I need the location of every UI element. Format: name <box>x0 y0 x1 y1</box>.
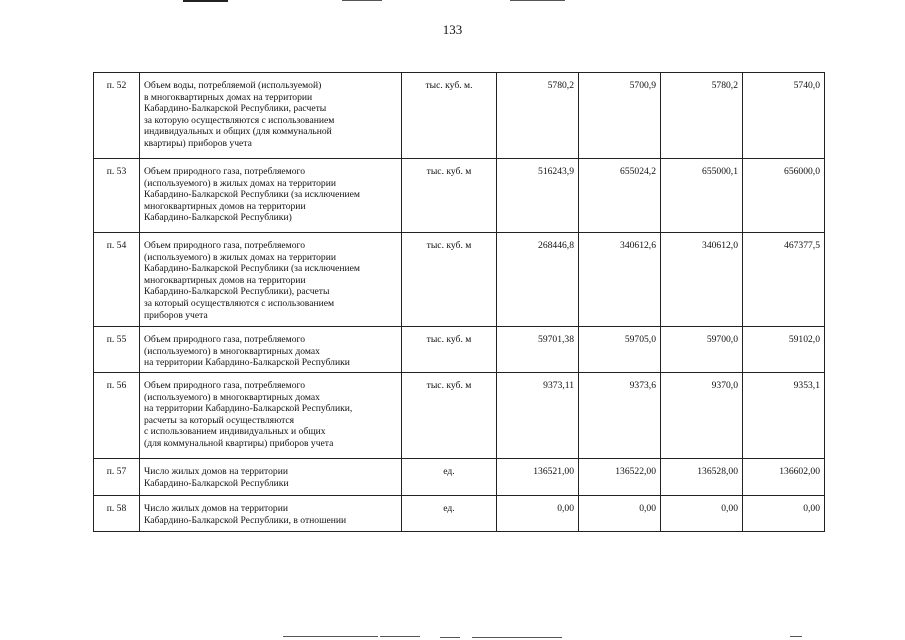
page-number: 133 <box>442 22 463 37</box>
value-cell: 268446,8 <box>497 233 579 327</box>
row-number: п. 56 <box>94 373 140 459</box>
indicator-description <box>140 233 402 327</box>
description-line: квартиры) приборов учета <box>144 137 252 149</box>
value-cell: 340612,6 <box>579 233 661 327</box>
description-line: Объем природного газа, потребляемого <box>144 334 306 345</box>
indicator-description <box>140 159 402 233</box>
description-line: Кабардино-Балкарской Республики <box>144 477 289 489</box>
description-line: Кабардино-Балкарской Республики, расчеты <box>144 103 327 115</box>
row-number: п. 54 <box>94 233 140 327</box>
description-line: Кабардино-Балкарской Республики (за исключением <box>144 189 360 201</box>
description-line: приборов учета <box>144 309 208 321</box>
value-cell: 59700,0 <box>661 327 743 373</box>
description-line: Объем природного газа, потребляемого <box>144 380 306 391</box>
value-cell: 59705,0 <box>579 327 661 373</box>
value-cell: 136602,00 <box>743 459 825 496</box>
scan-artifact-top-mid <box>342 0 382 1</box>
scan-artifact-bottom-5 <box>790 636 802 637</box>
value-cell: 655024,2 <box>579 159 661 233</box>
description-line: (используемого) в многоквартирных домах <box>144 391 320 403</box>
value-cell: 0,00 <box>497 496 579 532</box>
indicator-description <box>140 373 402 459</box>
table-body <box>94 73 825 532</box>
description-line: Кабардино-Балкарской Республики) <box>144 212 292 224</box>
value-cell: 516243,9 <box>497 159 579 233</box>
value-cell: 340612,0 <box>661 233 743 327</box>
value-cell: 136528,00 <box>661 459 743 496</box>
value-cell: 467377,5 <box>743 233 825 327</box>
table-row <box>94 327 825 373</box>
description-line: (для коммунальной квартиры) приборов учета <box>144 437 334 449</box>
description-line: за который осуществляются с использованием <box>144 297 335 309</box>
indicator-description <box>140 73 402 159</box>
description-line: Кабардино-Балкарской Республики), расчеты <box>144 286 330 298</box>
value-cell: 5780,2 <box>497 73 579 159</box>
scan-artifact-bottom-1 <box>283 636 378 637</box>
value-cell: 9373,6 <box>579 373 661 459</box>
description-line: на территории Кабардино-Балкарской Республики, <box>144 403 353 415</box>
unit-cell: тыс. куб. м <box>402 373 497 459</box>
description-line: многоквартирных домов на территории <box>144 200 306 212</box>
value-cell: 9370,0 <box>661 373 743 459</box>
value-cell: 136521,00 <box>497 459 579 496</box>
description-line: многоквартирных домов на территории <box>144 274 306 286</box>
value-cell: 9373,11 <box>497 373 579 459</box>
value-cell: 9353,1 <box>743 373 825 459</box>
value-cell: 0,00 <box>743 496 825 532</box>
unit-cell: ед. <box>402 496 497 532</box>
value-cell: 5740,0 <box>743 73 825 159</box>
table-row <box>94 373 825 459</box>
value-cell: 59701,38 <box>497 327 579 373</box>
description-line: за которую осуществляются с использованием <box>144 114 335 126</box>
unit-cell: тыс. куб. м <box>402 159 497 233</box>
description-line: Объем воды, потребляемой (используемой) <box>144 80 322 91</box>
value-cell: 655000,1 <box>661 159 743 233</box>
description-line: Кабардино-Балкарской Республики (за исключением <box>144 263 360 275</box>
indicators-table <box>93 72 825 532</box>
description-line: Кабардино-Балкарской Республики, в отношении <box>144 514 347 526</box>
row-number: п. 55 <box>94 327 140 373</box>
value-cell: 0,00 <box>579 496 661 532</box>
unit-cell: тыс. куб. м <box>402 233 497 327</box>
value-cell: 0,00 <box>661 496 743 532</box>
row-number: п. 58 <box>94 496 140 532</box>
value-cell: 59102,0 <box>743 327 825 373</box>
value-cell: 656000,0 <box>743 159 825 233</box>
row-number: п. 57 <box>94 459 140 496</box>
scan-artifact-top-right <box>510 0 565 1</box>
description-line: в многоквартирных домах на территории <box>144 91 313 103</box>
scan-artifact-bottom-2 <box>380 636 420 637</box>
value-cell: 5780,2 <box>661 73 743 159</box>
description-line: Число жилых домов на территории <box>144 466 288 477</box>
unit-cell: тыс. куб. м. <box>402 73 497 159</box>
table-row <box>94 459 825 496</box>
table-row <box>94 159 825 233</box>
indicator-description <box>140 496 402 532</box>
description-line: (используемого) в жилых домах на территории <box>144 251 336 263</box>
scan-artifact-top-left <box>183 0 228 2</box>
indicator-description <box>140 327 402 373</box>
row-number: п. 52 <box>94 73 140 159</box>
table-row <box>94 73 825 159</box>
description-line: расчеты за который осуществляются <box>144 414 295 426</box>
description-line: индивидуальных и общих (для коммунальной <box>144 126 332 138</box>
scan-artifact-bottom-3 <box>440 637 460 638</box>
description-line: Число жилых домов на территории <box>144 503 288 514</box>
table-row <box>94 233 825 327</box>
description-line: Объем природного газа, потребляемого <box>144 240 306 251</box>
description-line: с использованием индивидуальных и общих <box>144 426 326 438</box>
description-line: Объем природного газа, потребляемого <box>144 166 306 177</box>
row-number: п. 53 <box>94 159 140 233</box>
description-line: (используемого) в жилых домах на территории <box>144 177 336 189</box>
table-row <box>94 496 825 532</box>
description-line: (используемого) в многоквартирных домах <box>144 345 320 357</box>
unit-cell: ед. <box>402 459 497 496</box>
description-line: на территории Кабардино-Балкарской Республики <box>144 357 350 369</box>
value-cell: 5700,9 <box>579 73 661 159</box>
unit-cell: тыс. куб. м <box>402 327 497 373</box>
scan-artifact-bottom-4 <box>472 637 562 638</box>
indicator-description <box>140 459 402 496</box>
value-cell: 136522,00 <box>579 459 661 496</box>
